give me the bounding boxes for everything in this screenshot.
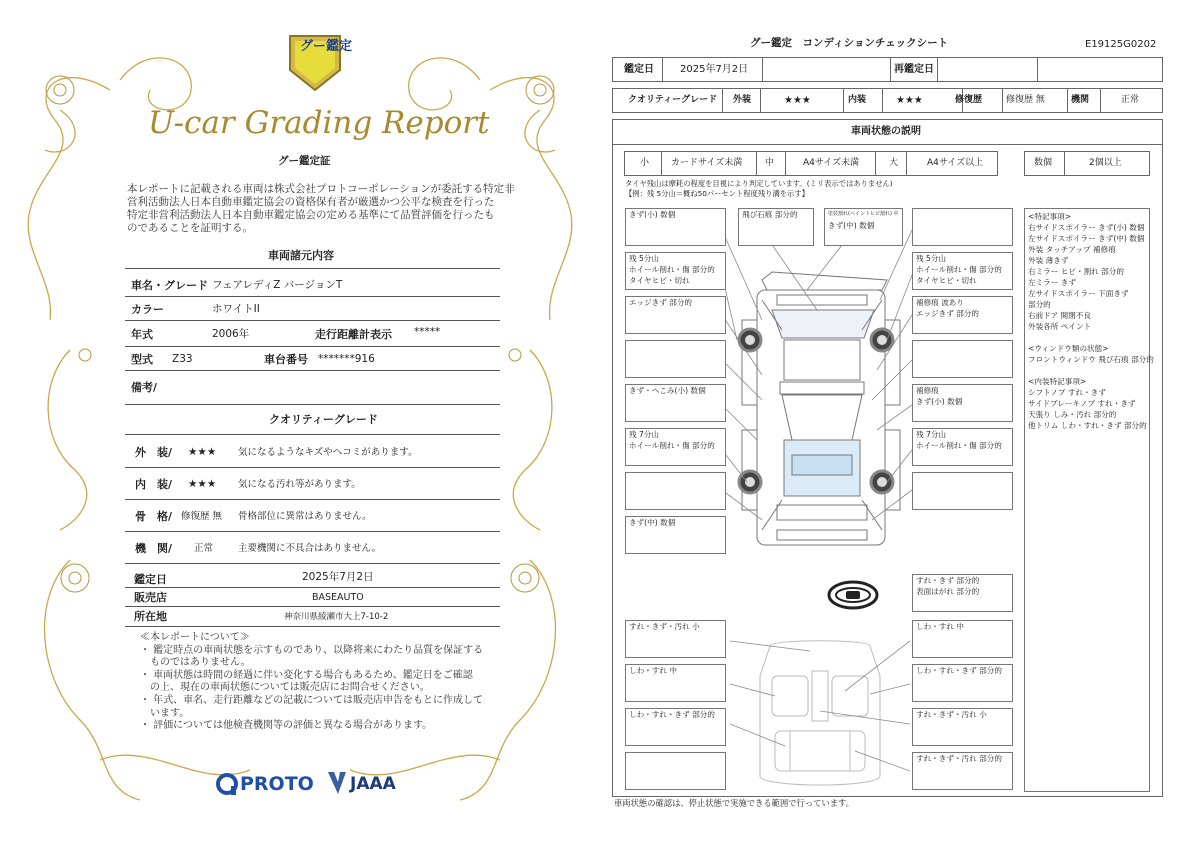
repair-value: 修復歴 無 bbox=[1006, 95, 1045, 105]
proto-logo-text: PROTO bbox=[240, 773, 314, 795]
exterior-label-front-left-tire: 残 5分山 ホイール削れ・傷 部分的 タイヤヒビ・切れ bbox=[625, 252, 726, 290]
special-notes-panel: <特記事項> 右サイドスポイラー きず(小) 数個 左サイドスポイラー きず(中) 数個 外装 タッチアップ 補修痕 外装 薄きず 右ミラー ヒビ・割れ 部分的 左ミラー きず 左サイドスポイラー 下面きず 部分的 右前ドア 開閉不良 外装各所 ペイント <ウィンドウ類の状態> フロントウィンドウ 飛び石痕 部分的 <内装特記事項> シフトノブ すれ・きず サイドブレーキノブ すれ・きず 天張り しみ・汚れ 部分的 他トリム しわ・すれ・きず 部分的 bbox=[1024, 208, 1150, 792]
inspection-date-label: 鑑定日 bbox=[624, 64, 654, 75]
grade-interior-stars: ★★★ bbox=[188, 478, 217, 490]
document-id: E19125G0202 bbox=[1085, 39, 1157, 50]
sheet-title: グー鑑定 コンディションチェックシート bbox=[750, 37, 949, 49]
interior-diagram bbox=[730, 636, 910, 796]
legend-large-desc: A4サイズ以上 bbox=[927, 158, 984, 168]
exterior-label-rear-right bbox=[912, 472, 1013, 510]
legend-small: 小 bbox=[640, 158, 650, 168]
legend-small-desc: カードサイズ未満 bbox=[671, 158, 743, 168]
dealer-value: BASEAUTO bbox=[312, 592, 364, 603]
grade-frame-comment: 骨格部位に異常はありません。 bbox=[238, 511, 372, 522]
exterior-label-left-fender: エッジきず 部分的 bbox=[625, 296, 726, 334]
chassis-label: 車台番号 bbox=[264, 353, 308, 366]
interior-label-right-trim: しわ・すれ・きず 部分的 bbox=[912, 664, 1013, 702]
date-value: 2025年7月2日 bbox=[302, 571, 374, 583]
grade-engine-value: 正常 bbox=[194, 543, 214, 554]
interior-label-dash: すれ・きず・汚れ 小 bbox=[625, 620, 726, 658]
grade-interior-label: 内 装/ bbox=[135, 478, 173, 491]
dealer-label: 販売店 bbox=[134, 591, 167, 604]
grade-engine-label: 機 関/ bbox=[135, 542, 173, 555]
color-label: カラー bbox=[131, 303, 164, 316]
reinspection-label: 再鑑定日 bbox=[894, 64, 934, 75]
color-value: ホワイトII bbox=[212, 303, 260, 315]
interior-label-console: すれ・きず・汚れ 小 bbox=[912, 708, 1013, 746]
grade-interior-comment: 気になる汚れ等があります。 bbox=[238, 479, 361, 490]
exterior-label-left-side: きず・へこみ(小) 数個 bbox=[625, 384, 726, 422]
interior-label-left-seat: しわ・すれ 中 bbox=[625, 664, 726, 702]
section-title: 車両状態の説明 bbox=[851, 126, 921, 137]
jaaa-logo-text: JAAA bbox=[350, 774, 396, 794]
grade-frame-label: 骨 格/ bbox=[135, 510, 173, 523]
exterior-label-windshield: 飛び石痕 部分的 bbox=[738, 208, 814, 246]
notes-block: ≪本レポートについて≫ ・ 鑑定時点の車両状態を示すものであり、以降将来にわたり品質を保証する ものではありません。 ・ 車両状態は時間の経過に伴い変化する場合もあるため、鑑定日をご確認 の上、現在の車両状態については販売店にお問合せください。 ・ 年式、車名、走行距離などの記載については販売店申告をもとに作成して います。 ・ 評価については他検査機関等の評価と異なる場合があります。 bbox=[140, 632, 484, 732]
exterior-label-rear-right-tire: 残 7分山 ホイール削れ・傷 部分的 bbox=[912, 428, 1013, 466]
legend-medium-desc: A4サイズ未満 bbox=[803, 158, 860, 168]
address-value: 神奈川県綾瀬市大上7-10-2 bbox=[284, 612, 389, 622]
grade-engine-comment: 主要機関に不具合はありません。 bbox=[238, 543, 382, 554]
mileage-label: 走行距離計表示 bbox=[315, 328, 392, 341]
mileage-value: ***** bbox=[414, 326, 441, 338]
grade-exterior-comment: 気になるようなキズやヘコミがあります。 bbox=[238, 447, 418, 458]
legend-large: 大 bbox=[889, 158, 899, 168]
legend-count-desc: 2個以上 bbox=[1089, 158, 1122, 168]
exterior-label-rear-left bbox=[625, 472, 726, 510]
exterior-label-front-left: きず(小) 数個 bbox=[625, 208, 726, 246]
name-label: 車名・グレード bbox=[131, 279, 208, 292]
exterior-label-right-side: 補修痕 きず(小) 数個 bbox=[912, 384, 1013, 422]
interior-label-right-seat: しわ・すれ 中 bbox=[912, 620, 1013, 658]
exterior-label-rear-bumper: きず(中) 数個 bbox=[625, 516, 726, 554]
specs-heading: 車両諸元内容 bbox=[268, 249, 334, 262]
steering-wheel-label: すれ・きず 部分的 表面はがれ 部分的 bbox=[912, 574, 1013, 612]
year-label: 年式 bbox=[131, 328, 153, 341]
model-value: Z33 bbox=[172, 353, 193, 365]
sheet-footer-note: 車両状態の確認は、停止状態で実施できる範囲で行っています。 bbox=[614, 798, 854, 808]
legend-count: 数個 bbox=[1034, 158, 1053, 168]
model-label: 型式 bbox=[131, 353, 153, 366]
chassis-value: *******916 bbox=[318, 353, 375, 365]
interior-label-rear-left bbox=[625, 752, 726, 790]
interior-label-rear-right: すれ・きず・汚れ 部分的 bbox=[912, 752, 1013, 790]
tire-note-1: タイヤ残山は摩耗の程度を目視により判定しています。(ミリ表示ではありません) bbox=[625, 179, 893, 188]
exterior-label-rear-left-tire: 残 7分山 ホイール削れ・傷 部分的 bbox=[625, 428, 726, 466]
remarks-label: 備考/ bbox=[131, 381, 158, 394]
badge-text: グー鑑定 bbox=[300, 39, 353, 54]
grade-exterior-label: 外 装/ bbox=[135, 446, 173, 459]
interior-label-left-trim: しわ・すれ・きず 部分的 bbox=[625, 708, 726, 746]
grade-label: クオリティーグレード bbox=[628, 95, 718, 105]
tire-note-2: 【例：残 5分山＝概ね50パーセント程度残り溝を示す】 bbox=[625, 189, 809, 198]
grade-frame-value: 修復歴 無 bbox=[181, 511, 223, 522]
exterior-label-bonnet: 塗装割れ(ペイントヒビ割れ) 中 きず(中) 数個 bbox=[824, 208, 903, 246]
exterior-label-front-right bbox=[912, 208, 1013, 246]
address-label: 所在地 bbox=[134, 610, 167, 623]
engine-label: 機関 bbox=[1071, 95, 1090, 105]
year-value: 2006年 bbox=[212, 328, 250, 340]
exterior-label-right-door bbox=[912, 340, 1013, 378]
date-label: 鑑定日 bbox=[134, 573, 167, 586]
exterior-label-left-door bbox=[625, 340, 726, 378]
intro-text: 本レポートに記載される車両は株式会社プロトコーポレーションが委託する特定非 営利活動法人日本自動車鑑定協会の資格保有者が厳選かつ公平な検査を行った 特定非営利活動法人日本自動車鑑定協会の定める基準にて品質評価を行ったも のであることを証明する。 bbox=[127, 183, 515, 234]
exterior-label-right-fender: 補修痕 波あり エッジきず 部分的 bbox=[912, 296, 1013, 334]
repair-label: 修復歴 bbox=[955, 95, 983, 105]
exterior-label-front-right-tire: 残 5分山 ホイール削れ・傷 部分的 タイヤヒビ・切れ bbox=[912, 252, 1013, 290]
grade-exterior-stars: ★★★ bbox=[188, 446, 217, 458]
legend-medium: 中 bbox=[765, 158, 775, 168]
certificate-heading: グー鑑定証 bbox=[278, 155, 331, 167]
steering-wheel-icon bbox=[825, 578, 881, 612]
quality-heading: クオリティーグレード bbox=[269, 413, 378, 426]
inspection-date-value: 2025年7月2日 bbox=[680, 64, 749, 75]
interior-label: 内装 bbox=[848, 95, 867, 105]
interior-value: ★★★ bbox=[896, 95, 923, 106]
engine-value: 正常 bbox=[1121, 95, 1140, 105]
exterior-label: 外装 bbox=[733, 95, 752, 105]
name-value: フェアレディZ バージョンT bbox=[212, 279, 343, 291]
exterior-value: ★★★ bbox=[784, 95, 811, 106]
report-script-title: U-car Grading Report bbox=[148, 105, 490, 141]
